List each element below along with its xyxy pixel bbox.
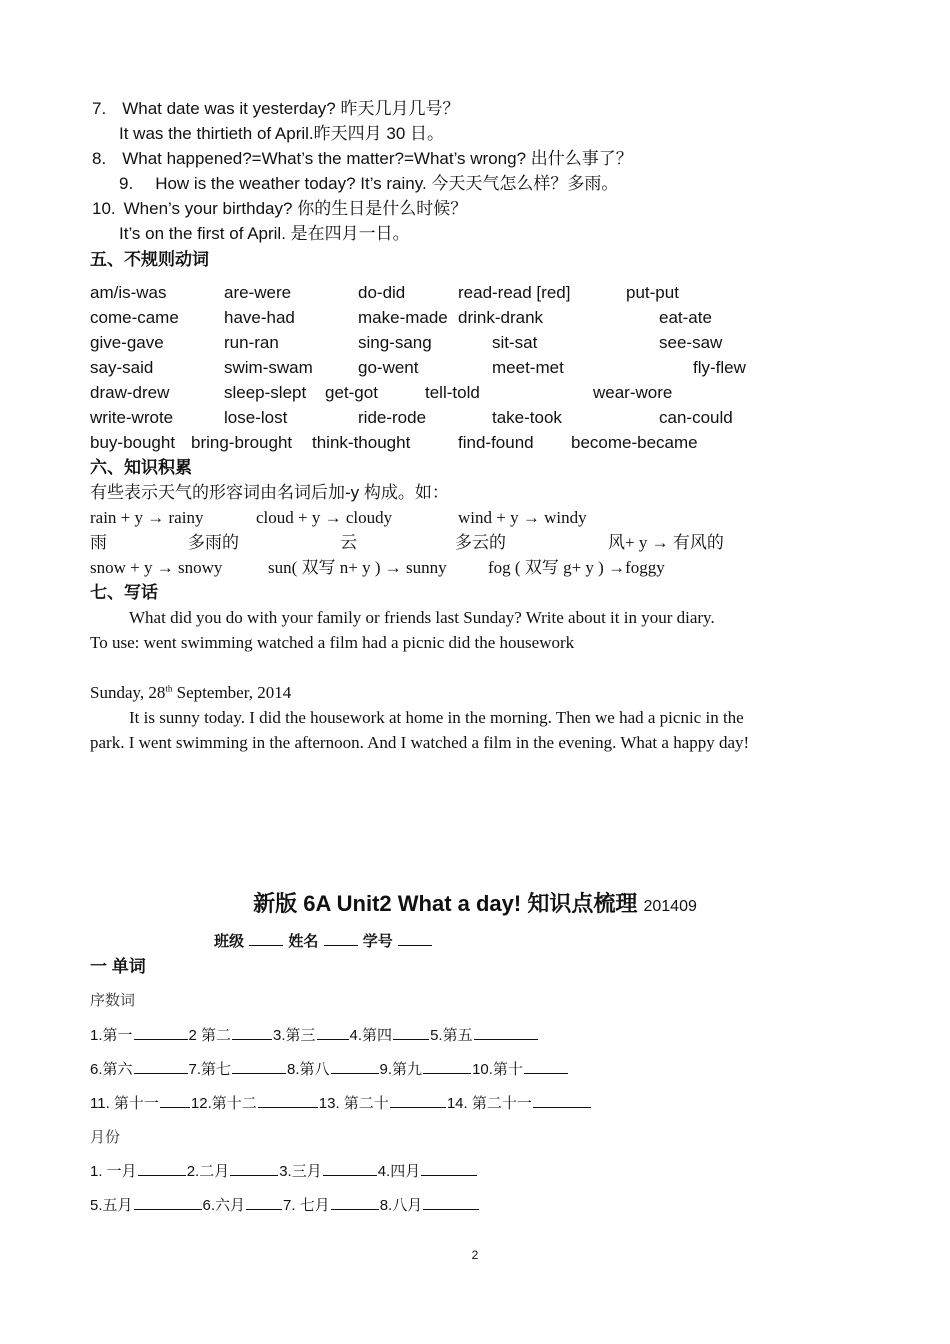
gloss-rainy: 多雨的 <box>188 533 239 552</box>
qa-7-question: 7. What date was it yesterday? 昨天几月几号？ <box>92 99 460 118</box>
answer-blank[interactable] <box>423 1059 471 1074</box>
answer-blank[interactable] <box>331 1195 379 1210</box>
verb-cell: come-came <box>90 308 179 327</box>
section-5-heading: 五、不规则动词 <box>90 250 209 269</box>
ordinals-row-1: 1.第一 2 第二 3.第三 4.第四 5.第五 <box>90 1025 539 1046</box>
answer-blank[interactable] <box>390 1093 446 1108</box>
gloss-rain: 雨 <box>90 533 107 552</box>
months-row-2: 5.五月 6.六月 7. 七月 8.八月 <box>90 1195 480 1216</box>
answer-blank[interactable] <box>246 1195 282 1210</box>
verb-cell: read-read [red] <box>458 283 571 302</box>
verb-cell: are-were <box>224 283 292 302</box>
ordinals-heading: 序数词 <box>90 993 136 1009</box>
gloss-cloudy: 多云的 <box>455 533 506 552</box>
months-row-1: 1. 一月 2.二月 3.三月 4.四月 <box>90 1161 478 1182</box>
answer-blank[interactable] <box>331 1059 379 1074</box>
answer-blank[interactable] <box>232 1059 286 1074</box>
id-blank[interactable] <box>398 931 432 946</box>
name-blank[interactable] <box>324 931 358 946</box>
worksheet-title: 新版 6A Unit2 What a day! 知识点梳理 201409 <box>253 891 697 916</box>
answer-blank[interactable] <box>134 1025 188 1040</box>
diary-line-2: park. I went swimming in the afternoon. And I watched a film in the evening. What a happy day! <box>90 733 750 752</box>
answer-blank[interactable] <box>533 1093 591 1108</box>
section-7-heading: 七、写话 <box>90 583 158 602</box>
verb-cell: meet-met <box>492 358 564 377</box>
verb-cell: bring-brought <box>191 433 293 452</box>
gloss-windy: 风+ y → 有风的 <box>608 533 724 552</box>
verb-cell: have-had <box>224 308 295 327</box>
example-fog: fog ( 双写 g+ y ) →foggy <box>488 558 665 577</box>
answer-blank[interactable] <box>138 1161 186 1176</box>
answer-blank[interactable] <box>474 1025 538 1040</box>
example-sun: sun( 双写 n+ y ) → sunny <box>268 558 447 577</box>
verb-cell: swim-swam <box>224 358 313 377</box>
example-snow: snow + y → snowy <box>90 558 223 577</box>
ordinals-row-3: 11. 第十一 12.第十二 13. 第二十 14. 第二十一 <box>90 1093 592 1114</box>
verb-cell: see-saw <box>659 333 723 352</box>
verb-cell: think-thought <box>312 433 411 452</box>
verb-cell: fly-flew <box>693 358 746 377</box>
verb-cell: become-became <box>571 433 698 452</box>
answer-blank[interactable] <box>323 1161 377 1176</box>
verb-cell: lose-lost <box>224 408 288 427</box>
qa-10-answer: It’s on the first of April. 是在四月一日。 <box>119 224 410 243</box>
answer-blank[interactable] <box>230 1161 278 1176</box>
answer-blank[interactable] <box>258 1093 318 1108</box>
verb-cell: eat-ate <box>659 308 712 327</box>
verb-cell: sing-sang <box>358 333 432 352</box>
verb-cell: sit-sat <box>492 333 538 352</box>
verb-cell: run-ran <box>224 333 279 352</box>
verb-cell: buy-bought <box>90 433 176 452</box>
example-cloud: cloud + y → cloudy <box>256 508 393 527</box>
qa-9-question: 9. How is the weather today? It’s rainy. 今天天气怎么样？多雨。 <box>119 174 619 193</box>
verb-cell: put-put <box>626 283 679 302</box>
verb-cell: find-found <box>458 433 534 452</box>
verb-cell: take-took <box>492 408 562 427</box>
answer-blank[interactable] <box>134 1195 202 1210</box>
student-info-row: 班级 姓名 学号 <box>214 931 433 953</box>
writing-prompt: What did you do with your family or friends last Sunday? Write about it in your diary. <box>129 608 715 627</box>
verb-cell: ride-rode <box>358 408 427 427</box>
verb-cell: give-gave <box>90 333 164 352</box>
verb-cell: write-wrote <box>90 408 174 427</box>
example-rain: rain + y → rainy <box>90 508 204 527</box>
section-6-heading: 六、知识积累 <box>90 458 192 477</box>
class-blank[interactable] <box>249 931 283 946</box>
months-heading: 月份 <box>90 1130 121 1146</box>
answer-blank[interactable] <box>393 1025 429 1040</box>
verb-cell: sleep-slept <box>224 383 307 402</box>
qa-8-question: 8. What happened?=What’s the matter?=What’s wrong? 出什么事了？ <box>92 149 633 168</box>
qa-7-answer: It was the thirtieth of April.昨天四月 30 日。 <box>119 124 445 143</box>
verb-cell: make-made <box>358 308 448 327</box>
verb-cell: drink-drank <box>458 308 544 327</box>
answer-blank[interactable] <box>232 1025 272 1040</box>
gloss-cloud: 云 <box>340 533 357 552</box>
verb-cell: can-could <box>659 408 733 427</box>
diary-date: Sunday, 28th September, 2014 <box>90 683 292 702</box>
answer-blank[interactable] <box>423 1195 479 1210</box>
verb-cell: say-said <box>90 358 154 377</box>
diary-line-1: It is sunny today. I did the housework at home in the morning. Then we had a picnic in the <box>129 708 744 727</box>
verb-cell: am/is-was <box>90 283 167 302</box>
verb-cell: go-went <box>358 358 419 377</box>
verb-cell: wear-wore <box>593 383 673 402</box>
example-wind: wind + y → windy <box>458 508 587 527</box>
answer-blank[interactable] <box>134 1059 188 1074</box>
answer-blank[interactable] <box>524 1059 568 1074</box>
answer-blank[interactable] <box>160 1093 190 1108</box>
verb-cell: draw-drew <box>90 383 170 402</box>
answer-blank[interactable] <box>421 1161 477 1176</box>
section-6-intro: 有些表示天气的形容词由名词后加-y 构成。如： <box>90 483 449 502</box>
writing-to-use: To use: went swimming watched a film had a picnic did the housework <box>90 633 575 652</box>
qa-10-question: 10. When’s your birthday? 你的生日是什么时候？ <box>92 199 468 218</box>
section-1-heading: 一 单词 <box>90 957 146 976</box>
verb-cell: do-did <box>358 283 406 302</box>
page-number: 2 <box>471 1248 479 1262</box>
ordinals-row-2: 6.第六 7.第七 8.第八 9.第九 10.第十 <box>90 1059 569 1080</box>
answer-blank[interactable] <box>317 1025 349 1040</box>
verb-cell: tell-told <box>425 383 480 402</box>
verb-cell: get-got <box>325 383 378 402</box>
